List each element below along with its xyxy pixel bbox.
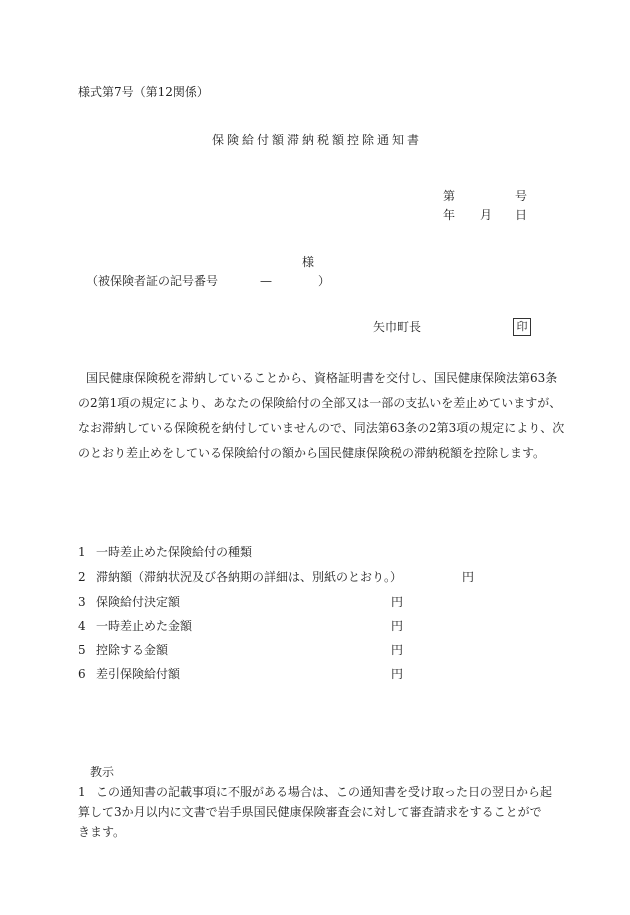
item-number: 3	[78, 595, 86, 609]
issue-day: 日	[515, 208, 528, 222]
instruction-line: 算して3か月以内に文書で岩手県国民健康保険審査会に対して審査請求をすることがで	[78, 805, 542, 819]
item-unit: 円	[462, 570, 475, 584]
item-number: 4	[78, 619, 86, 633]
document-title: 保険給付額滞納税額控除通知書	[212, 133, 423, 147]
body-line: 国民健康保険税を滞納していることから、資格証明書を交付し、国民健康保険法第63条	[86, 371, 558, 385]
addressee-honorific: 様	[302, 255, 315, 269]
item-unit: 円	[391, 619, 404, 633]
instruction-line: この通知書の記載事項に不服がある場合は、この通知書を受け取った日の翌日から起	[96, 785, 553, 799]
instruction-heading: 教示	[90, 765, 115, 779]
body-line: なお滞納している保険税を納付していませんので、同法第63条の2第3項の規定により、次	[78, 421, 565, 435]
item-unit: 円	[391, 667, 404, 681]
item-label: 一時差止めた金額	[96, 619, 193, 633]
body-line: のとおり差止めをしている保険給付の額から国民健康保険税の滞納税額を控除します。	[78, 446, 546, 460]
insured-id-close: ）	[318, 274, 331, 288]
item-label: 滞納額（滞納状況及び各納期の詳細は、別紙のとおり。）	[96, 570, 403, 584]
body-line: の2第1項の規定により、あなたの保険給付の全部又は一部の支払いを差止めていますが、	[78, 396, 562, 410]
issue-year: 年	[443, 208, 456, 222]
item-unit: 円	[391, 643, 404, 657]
item-number: 2	[78, 570, 86, 584]
insured-id-label: （被保険者証の記号番号	[86, 274, 219, 288]
form-number: 様式第7号（第12関係）	[78, 85, 209, 99]
item-label: 一時差止めた保険給付の種類	[96, 545, 253, 559]
item-number: 6	[78, 667, 86, 681]
issue-month: 月	[480, 208, 493, 222]
item-unit: 円	[391, 595, 404, 609]
item-number: 5	[78, 643, 86, 657]
issuer-name: 矢巾町長	[373, 320, 422, 334]
item-label: 保険給付決定額	[96, 595, 181, 609]
item-number: 1	[78, 545, 86, 559]
instruction-line: きます。	[78, 825, 126, 839]
seal-mark: 印	[513, 318, 531, 336]
insured-id-dash: —	[260, 274, 272, 288]
issue-number-suffix: 号	[515, 189, 528, 203]
instruction-number: 1	[78, 785, 86, 799]
issue-number-prefix: 第	[443, 189, 456, 203]
item-label: 控除する金額	[96, 643, 169, 657]
item-label: 差引保険給付額	[96, 667, 181, 681]
